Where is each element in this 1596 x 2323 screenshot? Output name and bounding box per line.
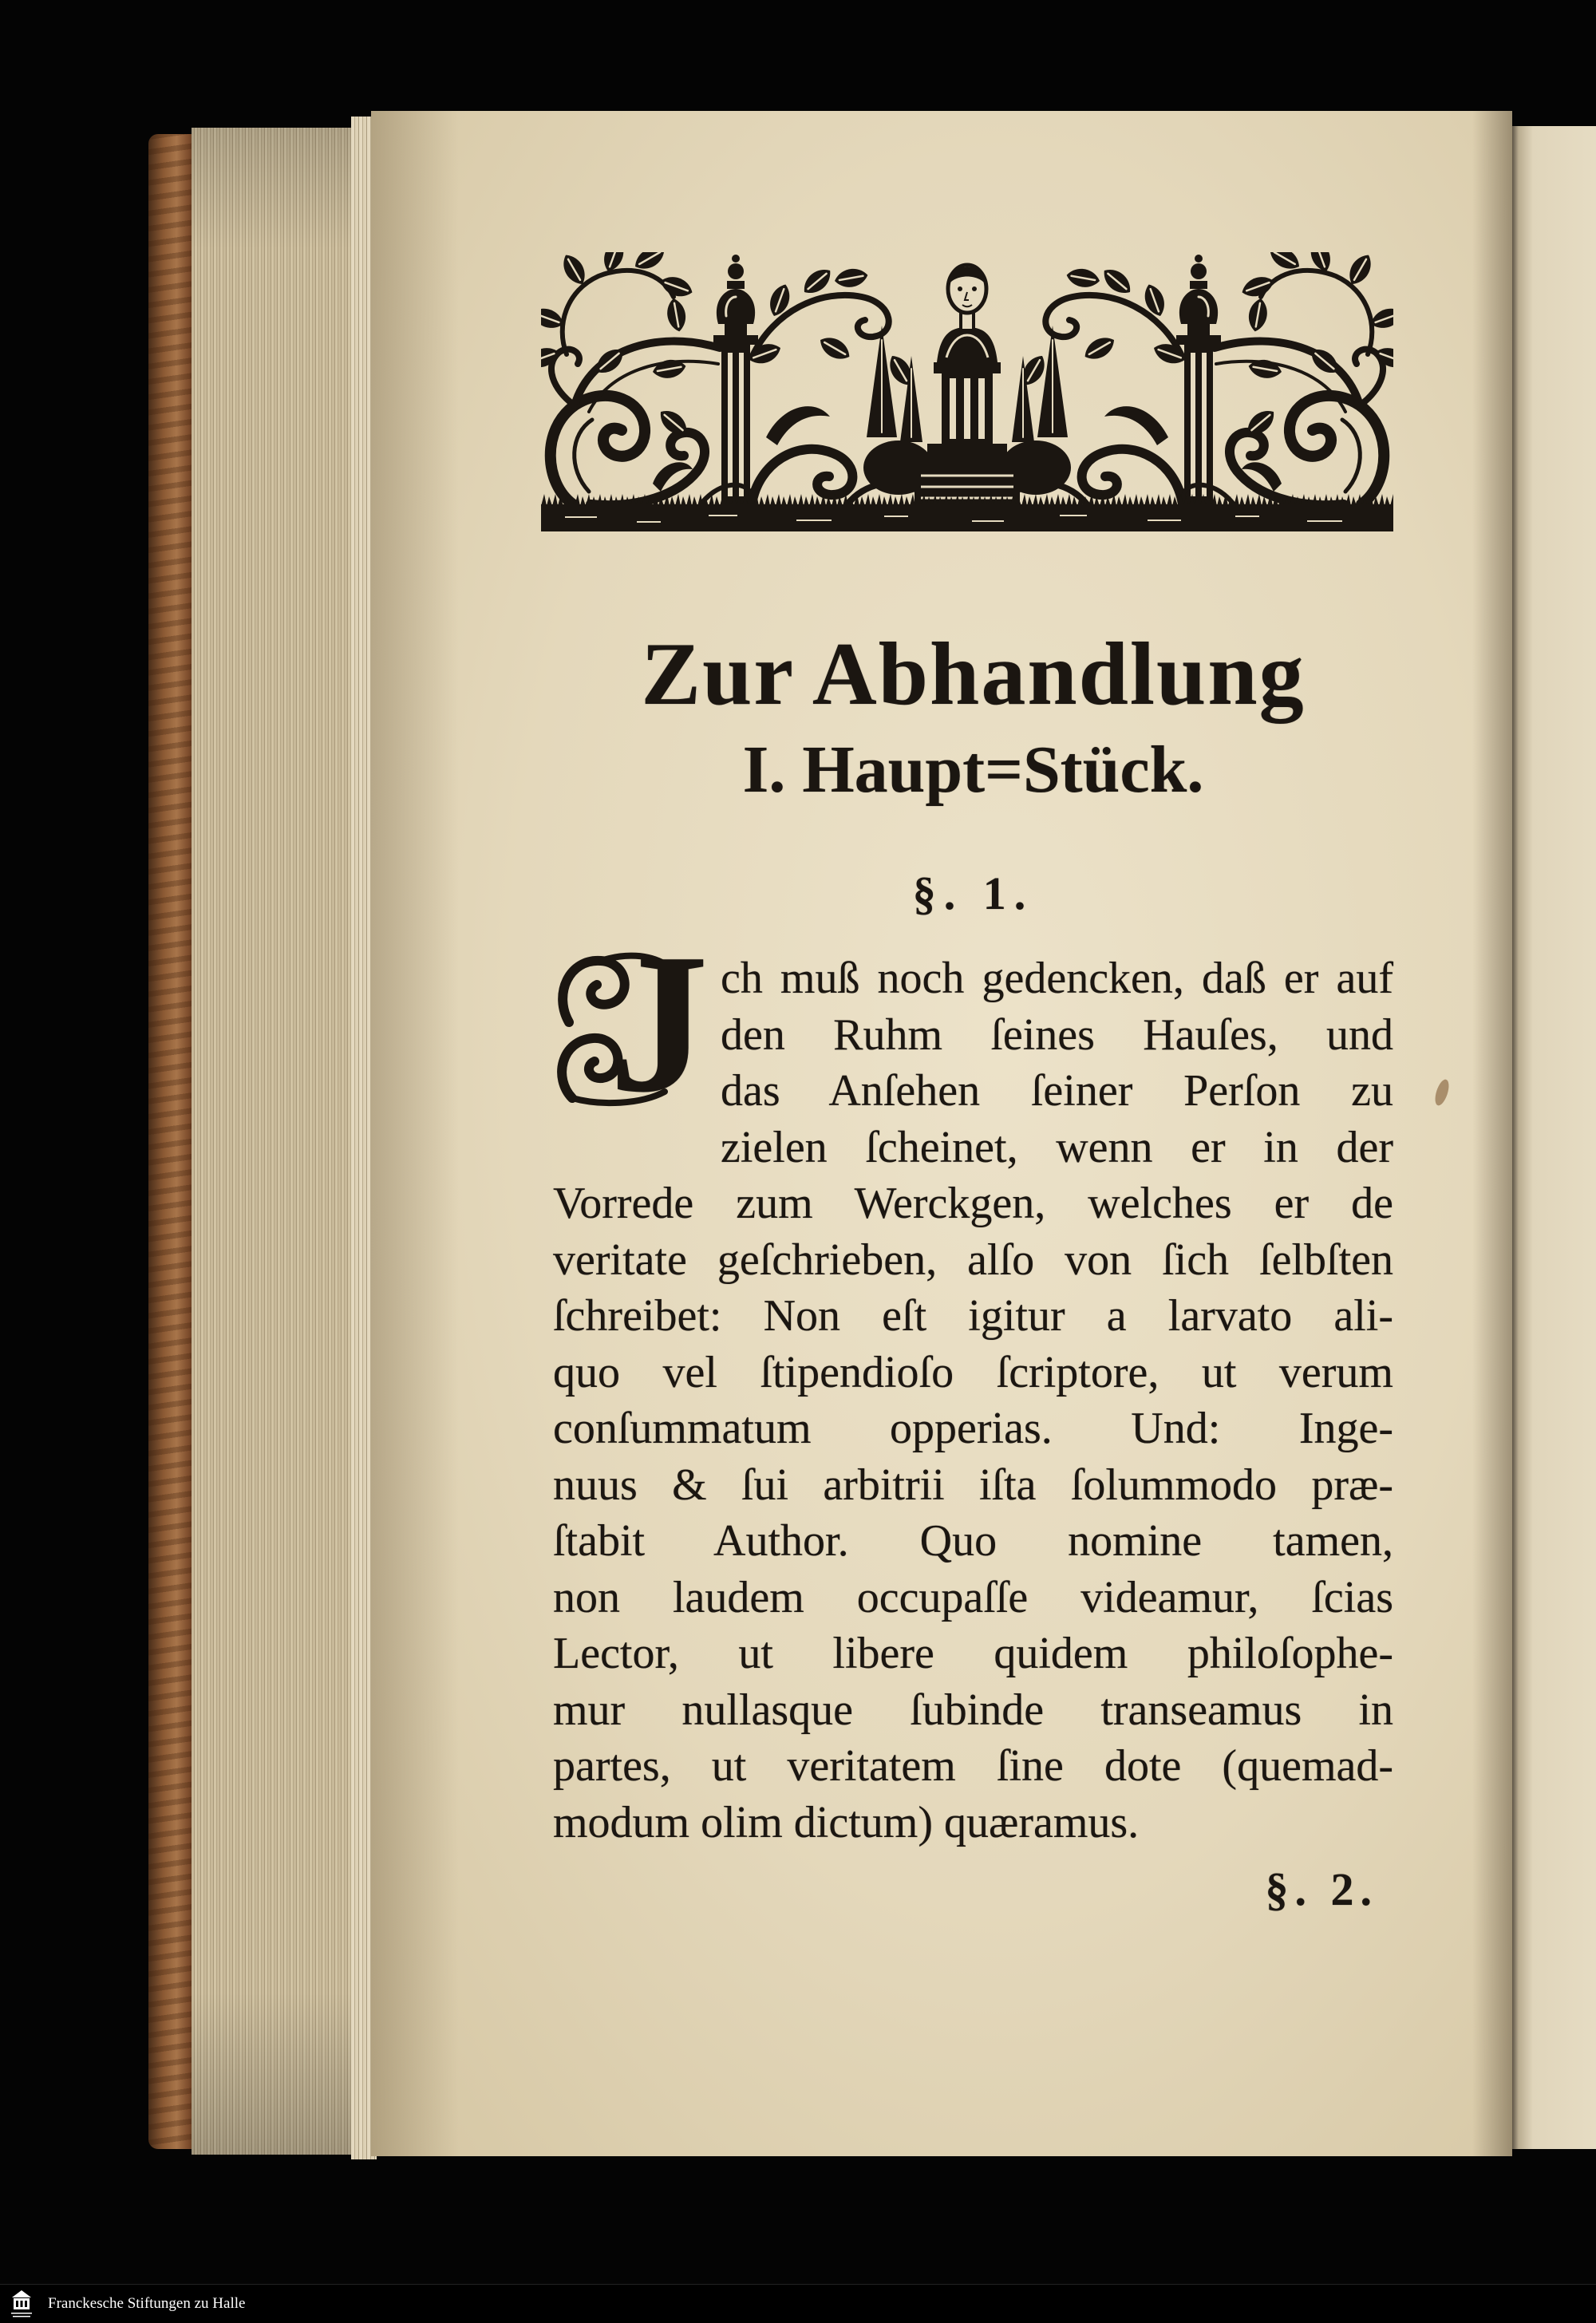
- body-line: mur nullasque ſubinde transeamus in: [553, 1685, 1393, 1735]
- foundation-logo-icon: [10, 2288, 34, 2320]
- body-text: [553, 950, 1393, 1851]
- viewer-footer: [0, 2284, 1596, 2323]
- chapter-title: Zur Abhandlung: [641, 625, 1306, 724]
- body-line: ſchreibet: Non eſt igitur a larvato ali-: [553, 1291, 1393, 1341]
- drop-cap-letter: J: [609, 913, 709, 1134]
- chapter-subtitle: I. Haupt=Stück.: [742, 733, 1204, 807]
- catchword: §. 2.: [1265, 1863, 1378, 1915]
- body-line: modum olim dictum) quæramus.: [553, 1797, 1140, 1847]
- body-line: conſummatum opperias. Und: Inge-: [553, 1404, 1393, 1453]
- body-line: das Anſehen ſeiner Perſon zu: [721, 1066, 1393, 1116]
- institution-name: Franckesche Stiftungen zu Halle: [48, 2295, 246, 2312]
- body-line: nuus & ſui arbitrii iſta ſolummodo præ-: [553, 1460, 1393, 1510]
- body-line: ch muß noch gedencken, daß er auf: [721, 954, 1393, 1003]
- body-line: Vorrede zum Werckgen, welches er de: [553, 1179, 1393, 1228]
- page-block-fore-edge: [192, 128, 355, 2155]
- body-line: quo vel ſtipendioſo ſcriptore, ut verum: [553, 1347, 1393, 1397]
- body-line: partes, ut veritatem ſine dote (quemad-: [553, 1741, 1393, 1791]
- section-mark: §. 1.: [912, 867, 1034, 919]
- floral-headpiece-icon: [541, 252, 1393, 536]
- body-line: den Ruhm ſeines Hauſes, und: [721, 1009, 1393, 1060]
- body-line: ſtabit Author. Quo nomine tamen,: [553, 1516, 1393, 1566]
- central-bust: [863, 265, 1071, 506]
- body-line: zielen ſcheinet, wenn er in der: [721, 1122, 1393, 1172]
- facing-page-edge: [1512, 126, 1596, 2149]
- body-line: non laudem occupaſſe videamur, ſcias: [553, 1572, 1393, 1622]
- body-line: Lector, ut libere quidem philoſophe-: [553, 1629, 1393, 1678]
- body-line: veritate geſchrieben, alſo von ſich ſelbſten: [553, 1235, 1393, 1285]
